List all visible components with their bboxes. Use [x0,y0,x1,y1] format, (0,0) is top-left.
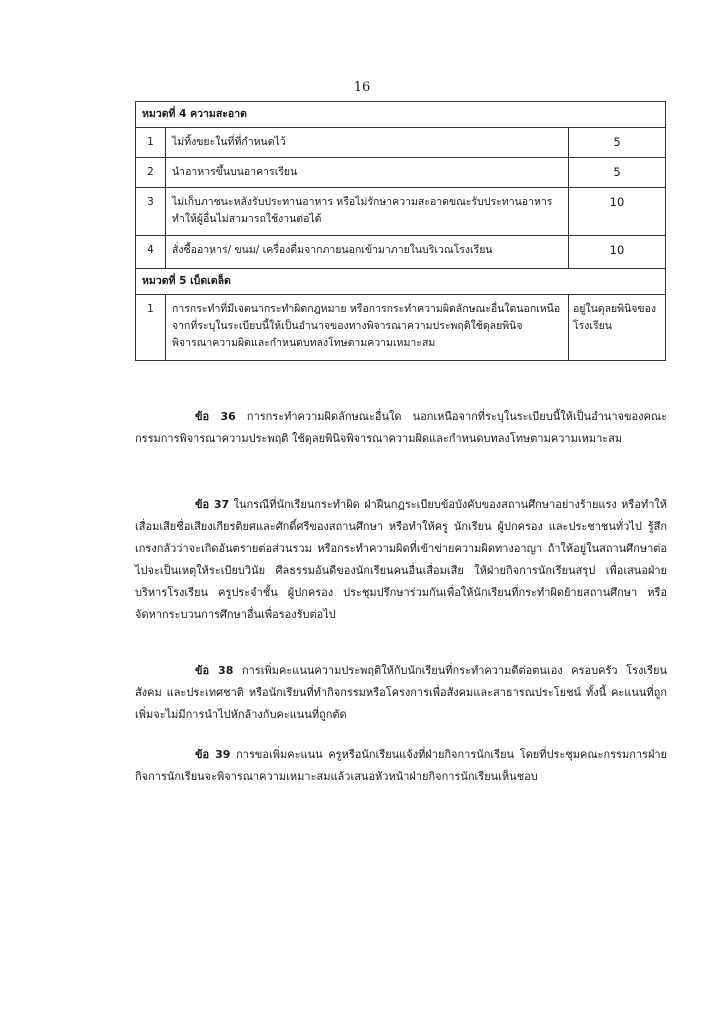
row-number: 2 [136,158,166,188]
article-number: ข้อ 37 [195,498,230,511]
article-39 [135,744,667,788]
row-number: 4 [136,236,166,269]
article-text: การกระทำความผิดลักษณะอื่นใด นอกเหนือจากที่ระบุในระเบียบนี้ให้เป็นอำนาจของคณะกรรมการพิจารณาความประพฤติ ใช้ดุลยพินิจพิจารณาความผิดและกำหนดบทลงโทษตามความเหมาะสม [135,410,668,445]
table-row [136,128,666,158]
row-description: การกระทำที่มีเจตนากระทำผิดกฎหมาย หรือการกระทำความผิดลักษณะอื่นใดนอกเหนือจากที่ระบุในระเบียบนี้ให้เป็นอำนาจของทางพิจารณาความประพฤติใช้ดุลยพินิจพิจารณาความผิดและกำหนดบทลงโทษตามความเหมาะสม [166,295,569,361]
section-title: หมวดที่ 5 เบ็ดเตล็ด [136,269,666,295]
table-row [136,295,666,361]
row-description: สั่งซื้ออาหาร/ ขนม/ เครื่องดื่มจากภายนอกเข้ามาภายในบริเวณโรงเรียน [166,236,569,269]
row-description: นำอาหารขึ้นบนอาคารเรียน [166,158,569,188]
row-score: อยู่ในดุลยพินิจของโรงเรียน [568,295,665,361]
table-row [136,158,666,188]
table-row [136,236,666,269]
penalty-table [135,101,666,361]
table-row [136,188,666,236]
article-text: การเพิ่มคะแนนความประพฤติให้กับนักเรียนที่กระทำความดีต่อตนเอง ครอบครัว โรงเรียน สังคม และประเทศชาติ หรือนักเรียนที่ทำกิจกรรมหรือโครงการเพื่อสังคมและสาธารณประโยชน์ ทั้งนี้ คะแนนที่ถูกเพิ่มจะไม่มีการนำไปหักล้างกับคะแนนที่ถูกตัด [135,664,667,721]
row-number: 1 [136,128,166,158]
row-score: 10 [568,188,665,236]
row-score: 5 [568,128,665,158]
article-36 [135,406,667,450]
row-score: 10 [568,236,665,269]
article-text: การขอเพิ่มคะแนน ครูหรือนักเรียนแจ้งที่ฝ่ายกิจการนักเรียน โดยที่ประชุมคณะกรรมการฝ่ายกิจการนักเรียนจะพิจารณาความเหมาะสมแล้วเสนอหัวหน้าฝ่ายกิจการนักเรียนเห็นชอบ [135,748,668,783]
section-header-row [136,102,666,128]
page-number: 16 [353,80,371,95]
section-header-row [136,269,666,295]
article-number: ข้อ 36 [195,410,236,423]
article-number: ข้อ 38 [195,664,234,677]
row-description: ไม่ทิ้งขยะในที่ที่กำหนดไว้ [166,128,569,158]
row-number: 3 [136,188,166,236]
article-37 [135,494,667,626]
article-38 [135,660,667,726]
row-score: 5 [568,158,665,188]
row-number: 1 [136,295,166,361]
article-text: ในกรณีที่นักเรียนกระทำผิด ฝ่าฝืนกฎระเบียบข้อบังคับของสถานศึกษาอย่างร้ายแรง หรือทำให้เสื่อมเสียชื่อเสียงเกียรติยศและศักดิ์ศรีของสถานศึกษา หรือทำให้ครู นักเรียน ผู้ปกครอง และประชาชนทั่วไป รู้สึกเกรงกลัวว่าจะเกิดอันตรายต่อส่วนรวม หรือกระทำความผิดที่เข้าข่ายความผิดทางอาญา ถ้าให้อยู่ในสถานศึกษาต่อไปจะเป็นเหตุให้ระเบียบวินัย ศีลธรรมอันดีของนักเรียนคนอื่นเสื่อมเสีย ให้ฝ่ายกิจการนักเรียนสรุป เพื่อเสนอฝ่ายบริหารโรงเรียน ครูประจำชั้น ผู้ปกครอง ประชุมปรึกษาร่วมกันเพื่อให้นักเรียนที่กระทำผิดย้ายสถานศึกษา หรือจัดหากระบวนการศึกษาอื่นเพื่อรองรับต่อไป [135,498,667,621]
row-description: ไม่เก็บภาชนะหลังรับประทานอาหาร หรือไม่รักษาความสะอาดขณะรับประทานอาหารทำให้ผู้อื่นไม่สามารถใช้งานต่อได้ [166,188,569,236]
article-number: ข้อ 39 [195,748,231,761]
section-title: หมวดที่ 4 ความสะอาด [136,102,666,128]
